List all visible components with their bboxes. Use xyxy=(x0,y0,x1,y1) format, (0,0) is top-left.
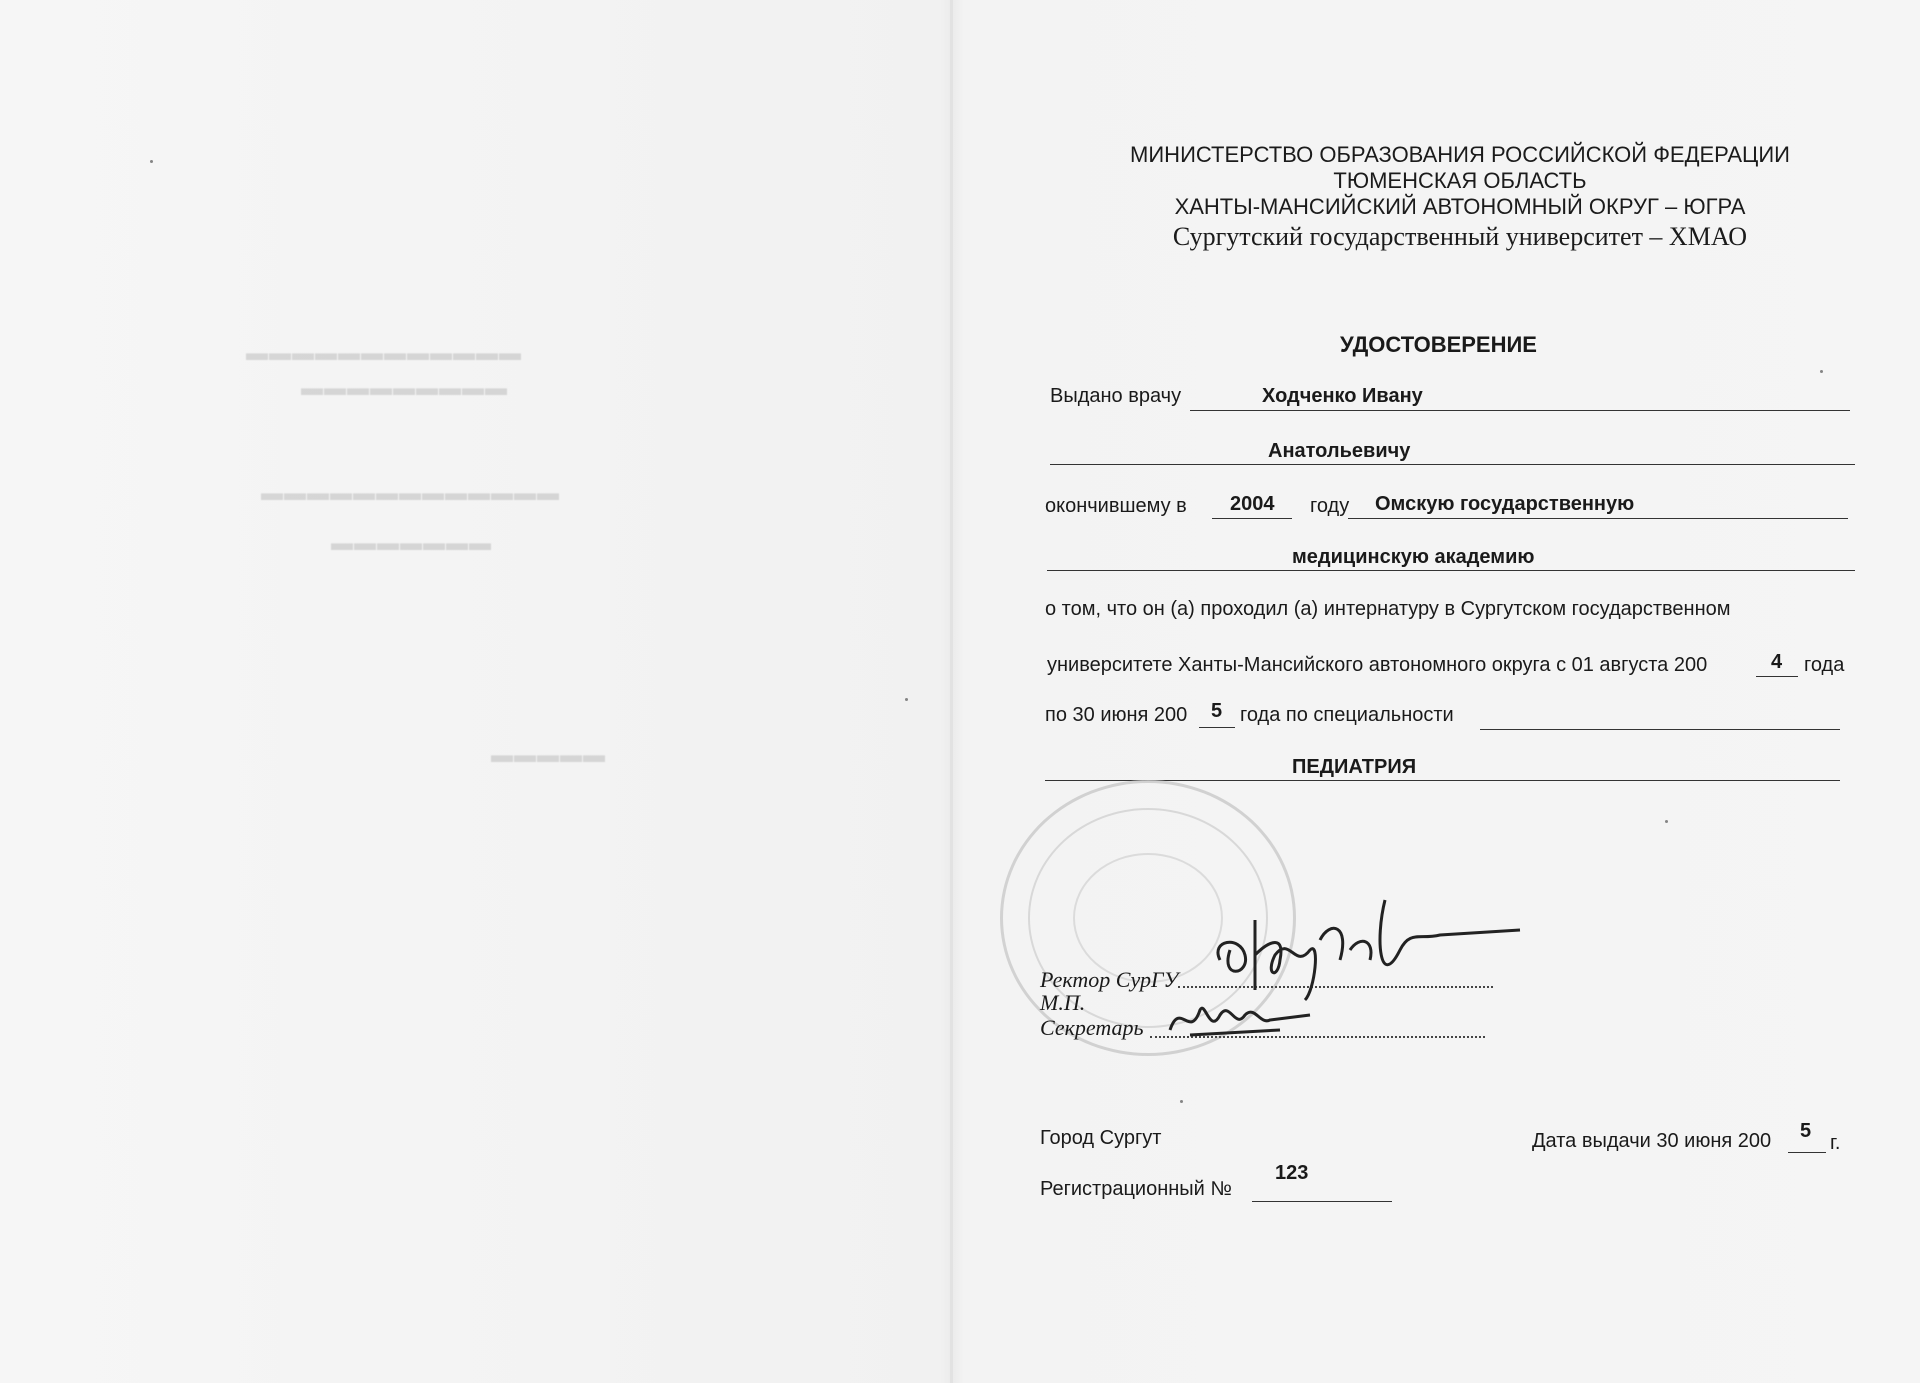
registration-label: Регистрационный № xyxy=(1040,1178,1232,1200)
secretary-signature xyxy=(1160,990,1320,1050)
institution-underline xyxy=(1348,518,1848,519)
end-year-digit: 5 xyxy=(1211,700,1223,722)
recipient-patronymic: Анатольевичу xyxy=(1268,440,1411,462)
body-line3-prefix: по 30 июня 200 xyxy=(1045,704,1188,726)
bleed-through-mark: ▬▬▬▬▬▬▬▬▬ xyxy=(300,375,507,400)
specialty: ПЕДИАТРИЯ xyxy=(1292,756,1417,778)
patronymic-underline xyxy=(1050,464,1855,465)
issue-date-suffix: г. xyxy=(1830,1132,1841,1154)
bleed-through-mark: ▬▬▬▬▬▬▬▬▬▬▬▬▬ xyxy=(260,480,559,505)
registration-underline xyxy=(1252,1201,1392,1202)
body-line2-suffix: года xyxy=(1804,654,1845,676)
university-heading: Сургутский государственный университет – ХМАО xyxy=(1172,222,1748,251)
scan-speck xyxy=(905,698,908,701)
year-suffix: году xyxy=(1310,495,1350,517)
institution-line1: Омскую государственную xyxy=(1375,493,1635,515)
body-line2-prefix: университете Ханты-Мансийского автономного округа с 01 августа 200 xyxy=(1047,654,1708,676)
document-title: УДОСТОВЕРЕНИЕ xyxy=(1340,332,1537,357)
body-line3-suffix: года по специальности xyxy=(1240,704,1454,726)
issued-label: Выдано врачу xyxy=(1050,385,1182,407)
start-year-underline xyxy=(1756,676,1798,677)
city-label: Город Сургут xyxy=(1040,1127,1162,1149)
recipient-name: Ходченко Ивану xyxy=(1262,385,1423,407)
scan-speck xyxy=(1180,1100,1183,1103)
name-underline xyxy=(1190,410,1850,411)
body-line1: о том, что он (а) проходил (а) интернатуру в Сургутском государственном xyxy=(1045,598,1731,620)
end-year-underline xyxy=(1199,727,1235,728)
graduated-label: окончившему в xyxy=(1045,495,1187,517)
issue-year-underline xyxy=(1788,1152,1826,1153)
registration-number: 123 xyxy=(1275,1162,1309,1184)
district-heading: ХАНТЫ-МАНСИЙСКИЙ АВТОНОМНЫЙ ОКРУГ – ЮГРА xyxy=(1174,194,1746,219)
scan-speck xyxy=(150,160,153,163)
scan-speck xyxy=(1665,820,1668,823)
stamp-label: М.П. xyxy=(1040,990,1086,1015)
bleed-through-mark: ▬▬▬▬▬ xyxy=(490,742,605,767)
issue-year-digit: 5 xyxy=(1800,1120,1812,1142)
specialty-underline-top xyxy=(1480,729,1840,730)
issue-date-prefix: Дата выдачи 30 июня 200 xyxy=(1532,1130,1772,1152)
bleed-through-mark: ▬▬▬▬▬▬▬▬▬▬▬▬ xyxy=(245,340,521,365)
year-underline xyxy=(1212,518,1292,519)
bleed-through-mark: ▬▬▬▬▬▬▬ xyxy=(330,530,491,555)
page-fold xyxy=(950,0,953,1383)
graduation-year: 2004 xyxy=(1230,493,1275,515)
region-heading: ТЮМЕНСКАЯ ОБЛАСТЬ xyxy=(1333,168,1587,193)
institution2-underline xyxy=(1047,570,1855,571)
start-year-digit: 4 xyxy=(1771,651,1783,673)
institution-line2: медицинскую академию xyxy=(1292,546,1535,568)
scan-speck xyxy=(1820,370,1823,373)
ministry-heading: МИНИСТЕРСТВО ОБРАЗОВАНИЯ РОССИЙСКОЙ ФЕДЕРАЦИИ xyxy=(1130,142,1790,167)
secretary-label: Секретарь xyxy=(1040,1015,1144,1040)
rector-label: Ректор СурГУ xyxy=(1040,967,1179,992)
